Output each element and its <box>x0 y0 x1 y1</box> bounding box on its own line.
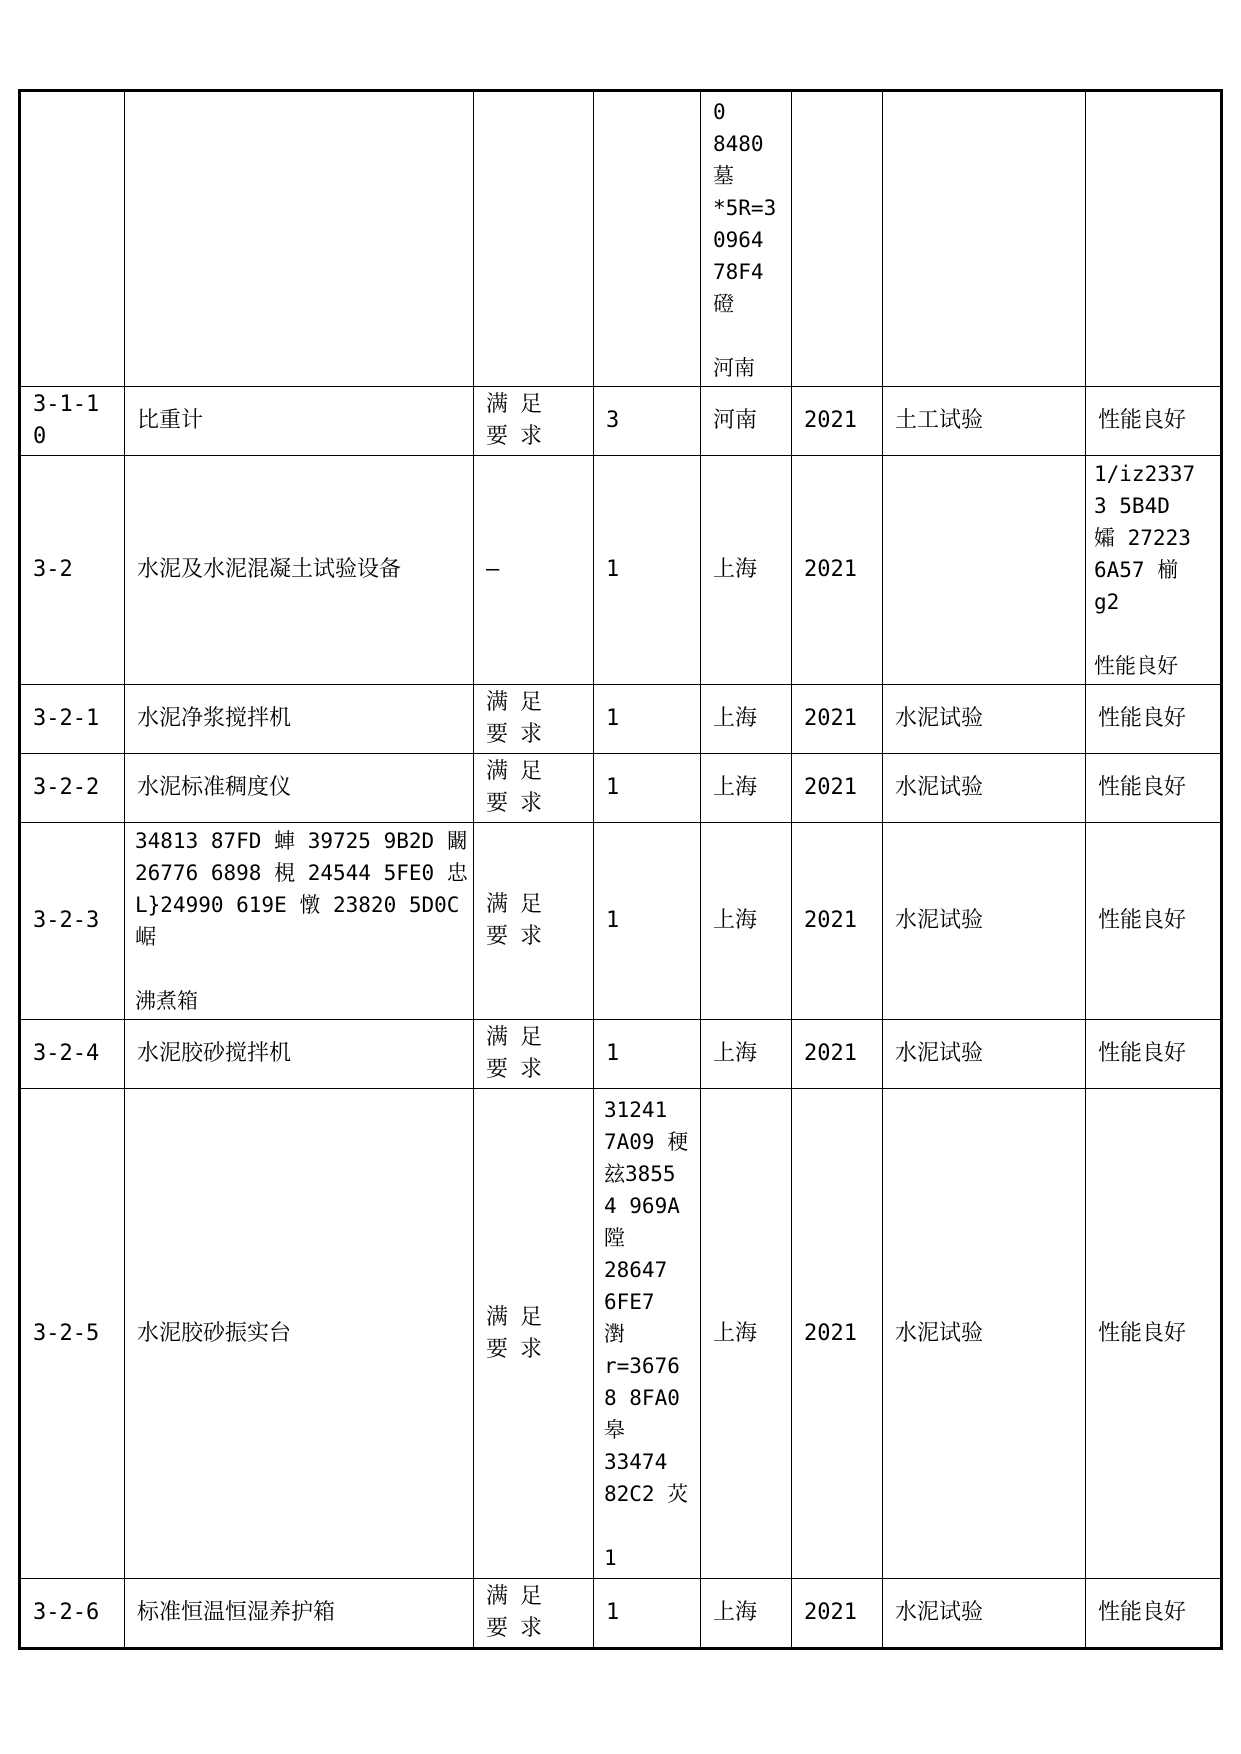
cell-status: 性能良好 <box>1086 1089 1222 1579</box>
cell-id: 3-2-4 <box>20 1020 125 1089</box>
cell-name: 水泥标准稠度仪 <box>125 754 474 823</box>
cell-status: 性能良好 <box>1086 387 1222 456</box>
cell-requirement: 满足要求 <box>474 685 594 754</box>
cell-requirement: 满足要求 <box>474 387 594 456</box>
cell-requirement: 满足要求 <box>474 754 594 823</box>
cell-quantity: 31241 7A09 稉 玆3855 4 969A 隚 28647 6FE7 濧 r=3676 8 8FA0 皋 33474 82C2 苂 1 <box>594 1089 701 1579</box>
cell-name: 水泥胶砂搅拌机 <box>125 1020 474 1089</box>
cell-requirement <box>474 91 594 387</box>
table-row <box>20 456 1222 685</box>
cell-id: 3-2-3 <box>20 823 125 1020</box>
cell-quantity <box>594 91 701 387</box>
cell-status <box>1086 91 1222 387</box>
cell-quantity: 1 <box>594 754 701 823</box>
cell-name: 标准恒温恒湿养护箱 <box>125 1579 474 1649</box>
cell-origin: 河南 <box>701 387 792 456</box>
cell-origin: 上海 <box>701 685 792 754</box>
cell-id: 3-2-5 <box>20 1089 125 1579</box>
cell-quantity: 1 <box>594 823 701 1020</box>
cell-year: 2021 <box>792 754 883 823</box>
cell-quantity: 1 <box>594 1579 701 1649</box>
cell-year: 2021 <box>792 1020 883 1089</box>
table-row <box>20 754 1222 823</box>
table-row <box>20 1089 1222 1579</box>
cell-usage: 水泥试验 <box>883 685 1086 754</box>
cell-status: 性能良好 <box>1086 685 1222 754</box>
cell-usage: 水泥试验 <box>883 1579 1086 1649</box>
cell-id: 3-2-6 <box>20 1579 125 1649</box>
cell-status: 性能良好 <box>1086 823 1222 1020</box>
cell-usage: 水泥试验 <box>883 1089 1086 1579</box>
table-row <box>20 823 1222 1020</box>
cell-quantity: 1 <box>594 456 701 685</box>
cell-year: 2021 <box>792 685 883 754</box>
cell-requirement: 满足要求 <box>474 1089 594 1579</box>
cell-id: 3-1-10 <box>20 387 125 456</box>
cell-status: 性能良好 <box>1086 1020 1222 1089</box>
table-row <box>20 1020 1222 1089</box>
cell-status: 性能良好 <box>1086 754 1222 823</box>
cell-year: 2021 <box>792 1579 883 1649</box>
cell-usage: 水泥试验 <box>883 823 1086 1020</box>
cell-origin: 上海 <box>701 1020 792 1089</box>
cell-id: 3-2-2 <box>20 754 125 823</box>
cell-name: 水泥净浆搅拌机 <box>125 685 474 754</box>
cell-year <box>792 91 883 387</box>
cell-requirement: 满足要求 <box>474 1579 594 1649</box>
cell-usage <box>883 91 1086 387</box>
cell-year: 2021 <box>792 387 883 456</box>
table-row <box>20 91 1222 387</box>
cell-origin: 0 8480 墓 *5R=3 0964 78F4 磴 河南 <box>701 91 792 387</box>
cell-usage: 水泥试验 <box>883 754 1086 823</box>
cell-origin: 上海 <box>701 1579 792 1649</box>
cell-requirement: — <box>474 456 594 685</box>
cell-quantity: 3 <box>594 387 701 456</box>
cell-name: 水泥及水泥混凝土试验设备 <box>125 456 474 685</box>
cell-year: 2021 <box>792 456 883 685</box>
cell-origin: 上海 <box>701 1089 792 1579</box>
table-row <box>20 387 1222 456</box>
cell-name <box>125 91 474 387</box>
table-row <box>20 685 1222 754</box>
table-row <box>20 1579 1222 1649</box>
cell-id <box>20 91 125 387</box>
cell-requirement: 满足要求 <box>474 823 594 1020</box>
cell-id: 3-2-1 <box>20 685 125 754</box>
cell-id: 3-2 <box>20 456 125 685</box>
cell-origin: 上海 <box>701 823 792 1020</box>
cell-quantity: 1 <box>594 685 701 754</box>
cell-usage: 土工试验 <box>883 387 1086 456</box>
cell-name: 比重计 <box>125 387 474 456</box>
cell-name: 34813 87FD 蛼 39725 9B2D 闞 26776 6898 梘 24544 5FE0 忠 L}24990 619E 憞 23820 5D0C 崌 沸煮箱 <box>125 823 474 1020</box>
cell-quantity: 1 <box>594 1020 701 1089</box>
cell-origin: 上海 <box>701 456 792 685</box>
cell-usage: 水泥试验 <box>883 1020 1086 1089</box>
cell-name: 水泥胶砂振实台 <box>125 1089 474 1579</box>
cell-year: 2021 <box>792 1089 883 1579</box>
equipment-table <box>18 89 1223 1650</box>
cell-status: 性能良好 <box>1086 1579 1222 1649</box>
cell-usage <box>883 456 1086 685</box>
cell-origin: 上海 <box>701 754 792 823</box>
cell-year: 2021 <box>792 823 883 1020</box>
cell-status: 1/iz2337 3 5B4D 孀 27223 6A57 椾 g2 性能良好 <box>1086 456 1222 685</box>
cell-requirement: 满足要求 <box>474 1020 594 1089</box>
